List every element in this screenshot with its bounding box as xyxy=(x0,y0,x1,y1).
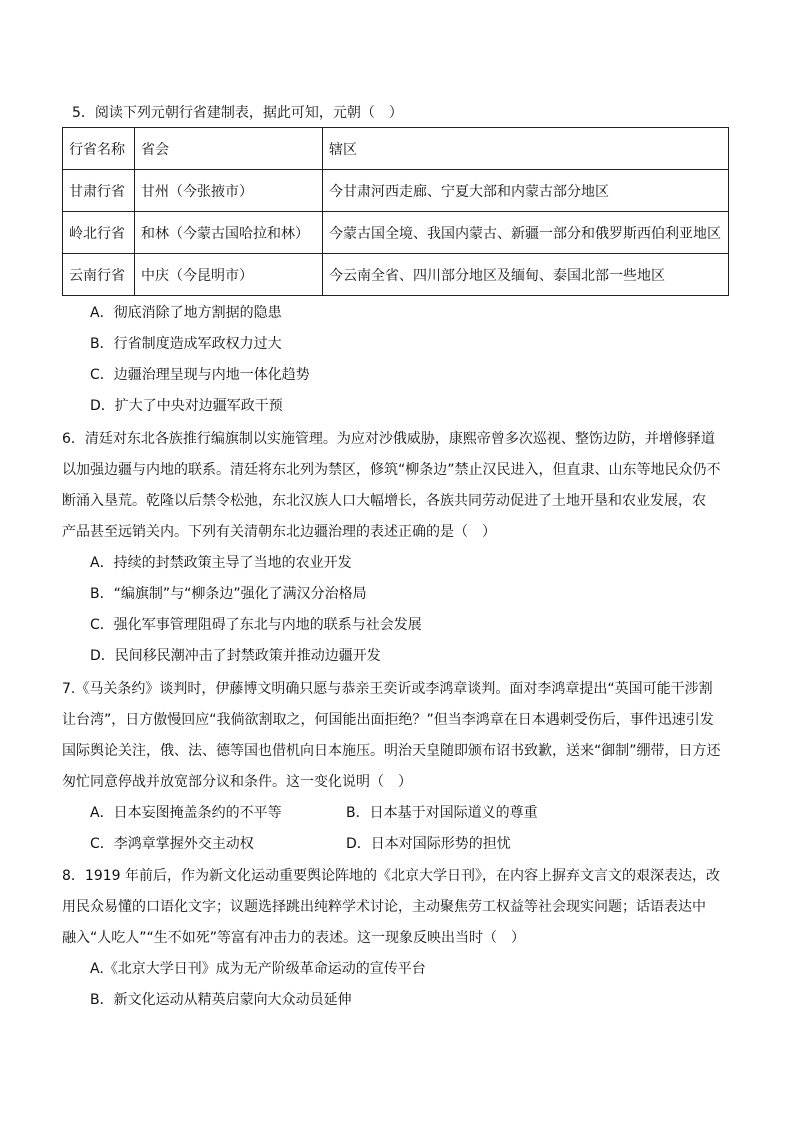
table-cell: 岭北行省 xyxy=(63,212,135,254)
table-row xyxy=(63,254,729,296)
table-cell: 今甘肃河西走廊、宁夏大部和内蒙古部分地区 xyxy=(323,170,729,212)
question-6-stem-line: 以加强边疆与内地的联系。清廷将东北列为禁区，修筑“柳条边”禁止汉民进入，但直隶、山东等地民众仍不 xyxy=(62,462,721,478)
table-header-cell: 行省名称 xyxy=(63,128,135,170)
table-header-cell: 省会 xyxy=(135,128,323,170)
q6-option-d[interactable]: D．民间移民潮冲击了封禁政策并推动边疆开发 xyxy=(90,648,381,664)
q7-option-c[interactable]: C．李鸿章掌握外交主动权 xyxy=(90,836,254,852)
q6-option-b[interactable]: B．“编旗制”与“柳条边”强化了满汉分治格局 xyxy=(90,586,367,602)
q5-option-d[interactable]: D．扩大了中央对边疆军政干预 xyxy=(90,398,283,414)
table-cell: 甘州（今张掖市） xyxy=(135,170,323,212)
q7-option-a[interactable]: A．日本妄图掩盖条约的不平等 xyxy=(90,805,282,821)
q8-option-a[interactable]: A.《北京大学日刊》成为无产阶级革命运动的宣传平台 xyxy=(90,961,426,977)
question-7-stem-line: 国际舆论关注，俄、法、德等国也借机向日本施压。明治天皇随即颁布诏书致歉，送来“御制”绷带，日方还 xyxy=(62,743,721,759)
q8-option-b[interactable]: B．新文化运动从精英启蒙向大众动员延伸 xyxy=(90,992,352,1008)
question-5-stem: 5．阅读下列元朝行省建制表，据此可知，元朝（ ） xyxy=(72,105,403,121)
table-row xyxy=(63,170,729,212)
question-7-stem-line: 7.《马关条约》谈判时，伊藤博文明确只愿与恭亲王奕䜣或李鸿章谈判。面对李鸿章提出“英国可能干涉割 xyxy=(62,681,713,697)
table-cell: 中庆（今昆明市） xyxy=(135,254,323,296)
q6-option-c[interactable]: C．强化军事管理阻碍了东北与内地的联系与社会发展 xyxy=(90,617,422,633)
q7-option-d[interactable]: D．日本对国际形势的担忧 xyxy=(346,836,511,852)
q6-option-a[interactable]: A．持续的封禁政策主导了当地的农业开发 xyxy=(90,555,352,571)
table-cell: 云南行省 xyxy=(63,254,135,296)
table-header-cell: 辖区 xyxy=(323,128,729,170)
question-6-stem-line: 6．清廷对东北各族推行编旗制以实施管理。为应对沙俄威胁，康熙帝曾多次巡视、整饬边防，并增修驿道 xyxy=(62,431,715,447)
table-cell: 和林（今蒙古国哈拉和林） xyxy=(135,212,323,254)
table-row xyxy=(63,212,729,254)
table-cell: 今蒙古国全境、我国内蒙古、新疆一部分和俄罗斯西伯利亚地区 xyxy=(323,212,729,254)
q5-option-a[interactable]: A．彻底消除了地方割据的隐患 xyxy=(90,305,282,321)
question-8-stem-line: 用民众易懂的口语化文字；议题选择跳出纯粹学术讨论，主动聚焦劳工权益等社会现实问题；话语表达中 xyxy=(62,899,706,915)
table-header-row xyxy=(63,128,729,170)
question-8-stem-line: 融入“人吃人”“生不如死”等富有冲击力的表述。这一现象反映出当时（ ） xyxy=(62,930,526,946)
question-6-stem-line: 产品甚至远销关内。下列有关清朝东北边疆治理的表述正确的是（ ） xyxy=(62,524,496,540)
q5-option-b[interactable]: B．行省制度造成军政权力过大 xyxy=(90,336,282,352)
question-6-stem-line: 断涌入垦荒。乾隆以后禁令松弛，东北汉族人口大幅增长，各族共同劳动促进了土地开垦和农业发展，农 xyxy=(62,493,706,509)
question-7-stem-line: 让台湾”，日方傲慢回应“我倘欲割取之，何国能出面拒绝？”但当李鸿章在日本遇刺受伤后，事件迅速引发 xyxy=(62,712,714,728)
question-7-stem-line: 匆忙同意停战并放宽部分议和条件。这一变化说明（ ） xyxy=(62,774,412,790)
yuan-province-table xyxy=(62,127,729,296)
question-8-stem-line: 8．1919 年前后，作为新文化运动重要舆论阵地的《北京大学日刊》，在内容上摒弃文言文的艰深表达，改 xyxy=(62,868,720,884)
q5-option-c[interactable]: C．边疆治理呈现与内地一体化趋势 xyxy=(90,367,310,383)
table-cell: 今云南全省、四川部分地区及缅甸、泰国北部一些地区 xyxy=(323,254,729,296)
table-cell: 甘肃行省 xyxy=(63,170,135,212)
q7-option-b[interactable]: B．日本基于对国际道义的尊重 xyxy=(346,805,538,821)
